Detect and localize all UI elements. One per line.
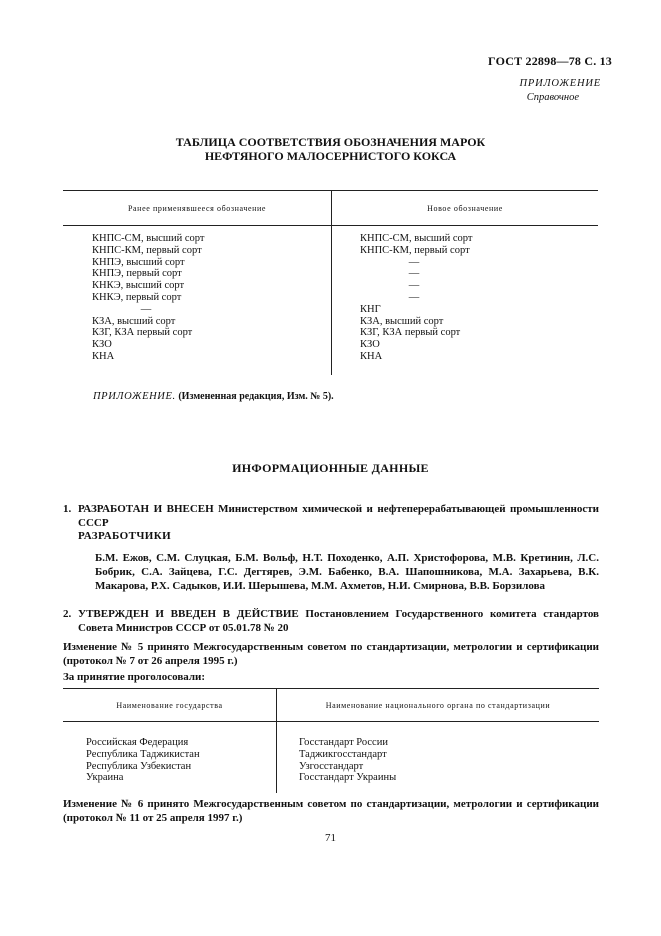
old-row: КНКЭ, высший сорт [92,280,185,292]
appendix-type: Справочное [526,92,579,103]
states-column [63,722,277,794]
new-row: КЗГ, КЗА первый сорт [360,327,461,339]
correspondence-table [63,190,598,375]
new-row: КНА [360,350,383,362]
table-title-line1: ТАБЛИЦА СООТВЕТСТВИЯ ОБОЗНАЧЕНИЯ МАРОК [175,135,486,149]
state-row: Республика Узбекистан [86,760,192,772]
note-text: (Измененная редакция, Изм. № 5). [178,391,334,402]
page-number: 71 [325,832,336,844]
developers-label: РАЗРАБОТЧИКИ [78,530,172,542]
old-designations [63,226,332,376]
new-row: КНПС-СМ, высший сорт [360,233,473,244]
new-row-dash: — [408,268,420,280]
info-section-title: ИНФОРМАЦИОННЫЕ ДАННЫЕ [232,461,429,475]
appendix-label: ПРИЛОЖЕНИЕ [519,78,601,89]
column-header-new: Новое обозначение [427,203,503,213]
document-reference: ГОСТ 22898—78 С. 13 [488,54,612,68]
new-row: КЗА, высший сорт [360,315,444,327]
appendix-note [93,391,334,402]
change-5-note: Изменение № 5 принято Межгосударственным советом по стандартизации, метрологии и сертификации (протокол № 7 от 26 апреля 1995 г.) [63,641,599,667]
old-row: КНА [92,350,115,362]
state-row: Украина [86,772,124,784]
item2-number: 2. [63,608,72,620]
new-designations [332,226,599,376]
new-row-dash: — [408,280,420,292]
new-row-dash: — [408,291,420,303]
old-row: КЗГ, КЗА первый сорт [92,327,193,339]
body-row: Таджикгосстандарт [299,748,387,760]
old-row: КНКЭ, первый сорт [92,291,182,303]
new-row: КНПС-КМ, первый сорт [360,244,470,256]
note-label: ПРИЛОЖЕНИЕ. [93,391,176,402]
item2-text: УТВЕРЖДЕН И ВВЕДЕН В ДЕЙСТВИЕ Постановлением Государственного комитета стандартов Совета Министров СССР от 05.01.78 № 20 [78,608,599,634]
old-row: КНПС-СМ, высший сорт [92,233,205,244]
column-header-old: Ранее применявшееся обозначение [63,191,332,226]
voting-table [63,688,599,793]
new-row: КНГ [360,303,381,315]
item1-text: РАЗРАБОТАН И ВНЕСЕН Министерством химической и нефтеперерабатывающей промышленности СССР [78,503,599,529]
state-row: Российская Федерация [86,737,189,748]
old-row: КНПС-КМ, первый сорт [92,244,202,256]
old-row: КЗА, высший сорт [92,315,176,327]
bodies-column [277,722,600,794]
old-row: КЗО [92,339,112,351]
developers-list: Б.М. Ежов, С.М. Слуцкая, Б.М. Вольф, Н.Т. Походенко, А.П. Христофорова, М.В. Кретинин, Л.С. Бобрик, С.А. Зайцева, Г.С. Дегтярев, Э.М. Бабенко, В.А. Шапошникова, М.А. Захарьева, В.К. Макарова, Р.Х. Садыков, И.И. Шерышева, М.М. Ахметов, Н.И. Смирнова, В.В. Борзилова [95,552,599,592]
old-row: КНПЭ, высший сорт [92,256,185,268]
table-title-line2: НЕФТЯНОГО МАЛОСЕРНИСТОГО КОКСА [204,149,457,163]
voted-label: За принятие проголосовали: [63,671,206,683]
body-row: Госстандарт Украины [299,772,397,784]
item1-number: 1. [63,503,72,515]
new-row: КЗО [360,339,380,351]
old-row: КНПЭ, первый сорт [92,268,182,280]
change-6-note: Изменение № 6 принято Межгосударственным советом по стандартизации, метрологии и сертификации (протокол № 11 от 25 апреля 1997 г.) [63,798,599,824]
new-row-dash: — [408,256,420,268]
column-header-state: Наименование государства [63,689,277,722]
state-row: Республика Таджикистан [86,748,200,760]
body-row: Узгосстандарт [299,760,364,772]
old-row-dash: — [140,303,152,315]
body-row: Госстандарт России [299,737,388,748]
column-header-body: Наименование национального органа по стандартизации [325,700,551,710]
